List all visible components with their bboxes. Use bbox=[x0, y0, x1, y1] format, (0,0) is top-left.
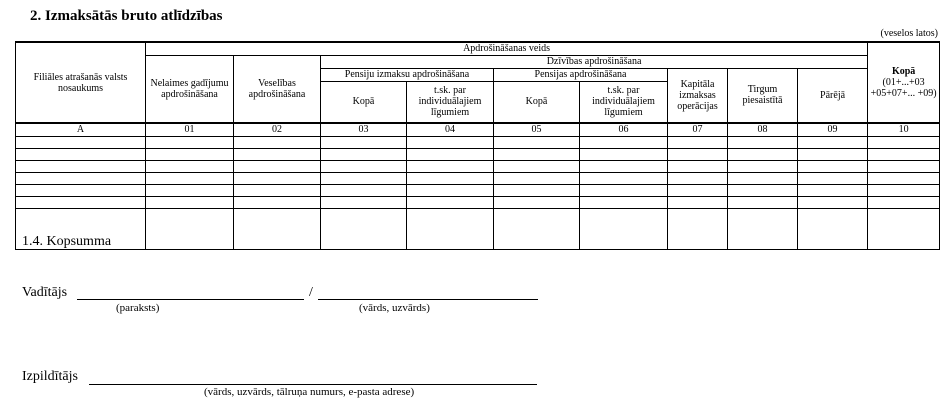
table-cell[interactable] bbox=[580, 148, 668, 160]
sum-cell[interactable] bbox=[668, 208, 728, 249]
table-cell[interactable] bbox=[728, 184, 798, 196]
header-other: Pārējā bbox=[798, 68, 868, 123]
code-cell: 02 bbox=[234, 123, 321, 136]
table-cell[interactable] bbox=[234, 184, 321, 196]
header-pension-kopa: Kopā bbox=[494, 81, 580, 123]
table-cell[interactable] bbox=[868, 160, 940, 172]
sum-cell[interactable] bbox=[321, 208, 407, 249]
header-pension-individual: t.sk. par individuālajiem līgumiem bbox=[580, 81, 668, 123]
header-insurance-type: Apdrošināšanas veids bbox=[146, 42, 868, 55]
table-cell[interactable] bbox=[728, 160, 798, 172]
code-cell: 06 bbox=[580, 123, 668, 136]
header-total bbox=[868, 42, 940, 123]
header-accident: Nelaimes gadījumu apdrošināšana bbox=[146, 55, 234, 123]
table-cell[interactable] bbox=[321, 196, 407, 208]
table-cell[interactable] bbox=[668, 172, 728, 184]
table-cell[interactable] bbox=[580, 136, 668, 148]
preparer-label: Izpildītājs bbox=[22, 369, 78, 384]
claims-table bbox=[15, 41, 940, 250]
table-cell[interactable] bbox=[321, 148, 407, 160]
table-cell[interactable] bbox=[16, 172, 146, 184]
code-cell: 04 bbox=[407, 123, 494, 136]
table-cell[interactable] bbox=[321, 160, 407, 172]
sum-cell[interactable] bbox=[580, 208, 668, 249]
header-market: Tirgum piesaistītā bbox=[728, 68, 798, 123]
table-cell[interactable] bbox=[321, 172, 407, 184]
table-cell[interactable] bbox=[146, 184, 234, 196]
table-cell[interactable] bbox=[798, 148, 868, 160]
table-cell[interactable] bbox=[668, 148, 728, 160]
table-row bbox=[16, 160, 940, 172]
table-cell[interactable] bbox=[234, 196, 321, 208]
sum-label: 1.4. Kopsumma bbox=[16, 208, 146, 249]
table-row bbox=[16, 196, 940, 208]
table-cell[interactable] bbox=[234, 136, 321, 148]
header-pension: Pensijas apdrošināšana bbox=[494, 68, 668, 81]
table-cell[interactable] bbox=[494, 172, 580, 184]
code-cell: 09 bbox=[798, 123, 868, 136]
manager-signature-line[interactable] bbox=[77, 299, 304, 300]
table-cell[interactable] bbox=[407, 160, 494, 172]
code-cell: A bbox=[16, 123, 146, 136]
table-cell[interactable] bbox=[798, 196, 868, 208]
table-cell[interactable] bbox=[668, 160, 728, 172]
sum-row bbox=[16, 208, 940, 249]
sum-cell[interactable] bbox=[868, 208, 940, 249]
table-cell[interactable] bbox=[580, 172, 668, 184]
table-cell[interactable] bbox=[868, 136, 940, 148]
preparer-line[interactable] bbox=[89, 384, 537, 385]
header-life-insurance: Dzīvības apdrošināšana bbox=[321, 55, 868, 68]
table-cell[interactable] bbox=[494, 148, 580, 160]
table-cell[interactable] bbox=[146, 196, 234, 208]
header-health: Veselības apdrošināšana bbox=[234, 55, 321, 123]
header-total-label: Kopā bbox=[891, 66, 916, 77]
signature-caption: (paraksts) bbox=[116, 302, 160, 314]
table-cell[interactable] bbox=[798, 136, 868, 148]
table-cell[interactable] bbox=[798, 160, 868, 172]
code-cell: 03 bbox=[321, 123, 407, 136]
sum-cell[interactable] bbox=[234, 208, 321, 249]
table-cell[interactable] bbox=[580, 196, 668, 208]
table-cell[interactable] bbox=[868, 172, 940, 184]
table-cell[interactable] bbox=[494, 196, 580, 208]
header-branch: Filiāles atrašanās valsts nosaukums bbox=[16, 42, 146, 123]
table-row bbox=[16, 172, 940, 184]
table-cell[interactable] bbox=[868, 184, 940, 196]
table-row bbox=[16, 184, 940, 196]
table-cell[interactable] bbox=[16, 148, 146, 160]
table-cell[interactable] bbox=[728, 136, 798, 148]
table-cell[interactable] bbox=[494, 160, 580, 172]
table-cell[interactable] bbox=[728, 196, 798, 208]
table-row bbox=[16, 136, 940, 148]
preparer-caption: (vārds, uzvārds, tālruņa numurs, e-pasta adrese) bbox=[204, 386, 415, 398]
table-cell[interactable] bbox=[234, 172, 321, 184]
table-cell[interactable] bbox=[407, 196, 494, 208]
table-cell[interactable] bbox=[146, 172, 234, 184]
section-title: 2. Izmaksātās bruto atlīdzības bbox=[30, 8, 223, 24]
table-cell[interactable] bbox=[407, 148, 494, 160]
header-total-formula: (01+...+03 +05+07+... +09) bbox=[870, 77, 937, 99]
table-cell[interactable] bbox=[146, 148, 234, 160]
code-row bbox=[16, 123, 940, 136]
table-cell[interactable] bbox=[16, 196, 146, 208]
separator: / bbox=[309, 285, 313, 300]
table-cell[interactable] bbox=[868, 196, 940, 208]
table-cell[interactable] bbox=[868, 148, 940, 160]
code-cell: 08 bbox=[728, 123, 798, 136]
unit-note: (veselos latos) bbox=[880, 28, 938, 39]
name-caption: (vārds, uzvārds) bbox=[359, 302, 430, 314]
table-cell[interactable] bbox=[16, 160, 146, 172]
table-cell[interactable] bbox=[580, 160, 668, 172]
table-cell[interactable] bbox=[16, 184, 146, 196]
code-cell: 01 bbox=[146, 123, 234, 136]
code-cell: 05 bbox=[494, 123, 580, 136]
header-pension-payout-individual: t.sk. par individuālajiem līgumiem bbox=[407, 81, 494, 123]
table-cell[interactable] bbox=[494, 136, 580, 148]
table-cell[interactable] bbox=[146, 160, 234, 172]
table-cell[interactable] bbox=[407, 172, 494, 184]
sum-cell[interactable] bbox=[407, 208, 494, 249]
table-cell[interactable] bbox=[798, 184, 868, 196]
table-cell[interactable] bbox=[668, 136, 728, 148]
table-cell[interactable] bbox=[494, 184, 580, 196]
code-cell: 10 bbox=[868, 123, 940, 136]
table-cell[interactable] bbox=[234, 160, 321, 172]
table-cell[interactable] bbox=[407, 136, 494, 148]
code-cell: 07 bbox=[668, 123, 728, 136]
table-cell[interactable] bbox=[407, 184, 494, 196]
table-cell[interactable] bbox=[728, 148, 798, 160]
table-cell[interactable] bbox=[321, 184, 407, 196]
table-cell[interactable] bbox=[728, 172, 798, 184]
header-capital: Kapitāla izmaksas operācijas bbox=[668, 68, 728, 123]
sum-cell[interactable] bbox=[146, 208, 234, 249]
table-cell[interactable] bbox=[798, 172, 868, 184]
manager-label: Vadītājs bbox=[22, 285, 68, 300]
sum-cell[interactable] bbox=[728, 208, 798, 249]
manager-name-line[interactable] bbox=[318, 299, 538, 300]
table-cell[interactable] bbox=[234, 148, 321, 160]
table-row bbox=[16, 148, 940, 160]
table-cell[interactable] bbox=[580, 184, 668, 196]
sum-cell[interactable] bbox=[494, 208, 580, 249]
header-pension-payout: Pensiju izmaksu apdrošināšana bbox=[321, 68, 494, 81]
sum-cell[interactable] bbox=[798, 208, 868, 249]
header-pension-payout-kopa: Kopā bbox=[321, 81, 407, 123]
table-cell[interactable] bbox=[146, 136, 234, 148]
table-cell[interactable] bbox=[16, 136, 146, 148]
table-cell[interactable] bbox=[668, 196, 728, 208]
table-cell[interactable] bbox=[668, 184, 728, 196]
table-cell[interactable] bbox=[321, 136, 407, 148]
